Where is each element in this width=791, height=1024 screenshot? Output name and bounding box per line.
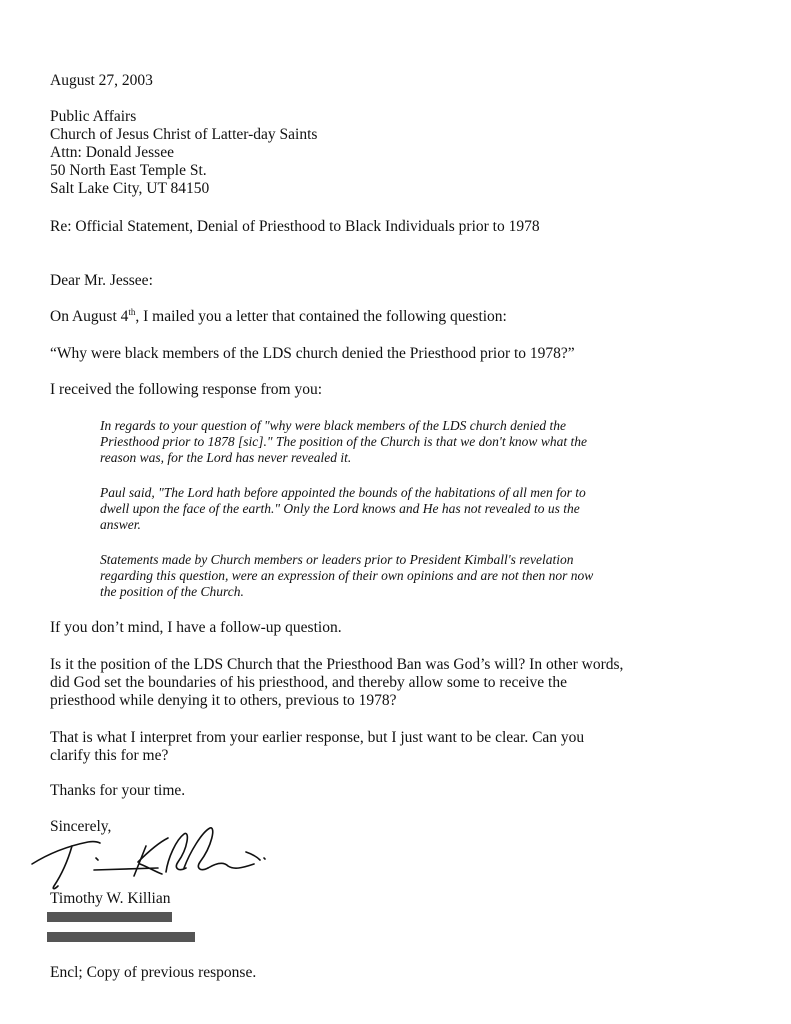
body-line: clarify this for me? (50, 747, 169, 764)
intro-superscript: th (128, 306, 136, 317)
body-line: That is what I interpret from your earlier response, but I just want to be clear. Can you (50, 729, 585, 746)
subject-line: Re: Official Statement, Denial of Priesthood to Black Individuals prior to 1978 (50, 218, 540, 235)
body-line: priesthood while denying it to others, previous to 1978? (50, 692, 397, 709)
thanks-paragraph: Thanks for your time. (50, 782, 186, 799)
enclosure-note: Encl; Copy of previous response. (50, 964, 257, 981)
quote-line: Statements made by Church members or leaders prior to President Kimball's revelation (100, 552, 574, 567)
body-paragraph (50, 656, 730, 710)
quote-line: Paul said, "The Lord hath before appointed the bounds of the habitations of all men for to (100, 485, 586, 500)
quote-line: reason was, for the Lord has never revealed it. (100, 450, 352, 465)
followup-paragraph: If you don’t mind, I have a follow-up question. (50, 619, 342, 636)
body-line: Is it the position of the LDS Church that the Priesthood Ban was God’s will? In other words, (50, 656, 624, 673)
received-paragraph: I received the following response from you: (50, 381, 323, 398)
letter-date: August 27, 2003 (50, 72, 153, 89)
recipient-line: 50 North East Temple St. (50, 162, 207, 179)
recipient-line: Church of Jesus Christ of Latter-day Saints (50, 126, 318, 143)
quote-line: the position of the Church. (100, 584, 244, 599)
redacted-address-line (47, 912, 172, 922)
intro-text: On August 4 (50, 308, 129, 325)
redacted-address-line (47, 932, 195, 942)
quote-line: answer. (100, 517, 141, 532)
salutation: Dear Mr. Jessee: (50, 272, 153, 289)
recipient-line: Salt Lake City, UT 84150 (50, 180, 210, 197)
recipient-address (50, 108, 730, 198)
body-line: did God set the boundaries of his priesthood, and thereby allow some to receive the (50, 674, 567, 691)
closing: Sincerely, (50, 818, 112, 835)
recipient-line: Attn: Donald Jessee (50, 144, 174, 161)
recipient-line: Public Affairs (50, 108, 137, 125)
intro-text-continued: , I mailed you a letter that contained the following question: (135, 308, 507, 325)
quoted-response-paragraph (100, 485, 710, 533)
quoted-response-paragraph (100, 552, 710, 600)
quote-line: regarding this question, were an expression of their own opinions and are not then nor now (100, 568, 594, 583)
quote-line: Priesthood prior to 1878 [sic]." The position of the Church is that we don't know what the (100, 434, 587, 449)
question-paragraph: “Why were black members of the LDS church denied the Priesthood prior to 1978?” (50, 345, 575, 362)
body-paragraph (50, 729, 730, 765)
quoted-response-paragraph (100, 418, 710, 466)
signer-name: Timothy W. Killian (50, 890, 171, 907)
quote-line: In regards to your question of "why were black members of the LDS church denied the (100, 418, 566, 433)
handwritten-signature (28, 812, 288, 892)
quote-line: dwell upon the face of the earth." Only the Lord knows and He has not revealed to us the (100, 501, 580, 516)
intro-paragraph (50, 308, 730, 326)
